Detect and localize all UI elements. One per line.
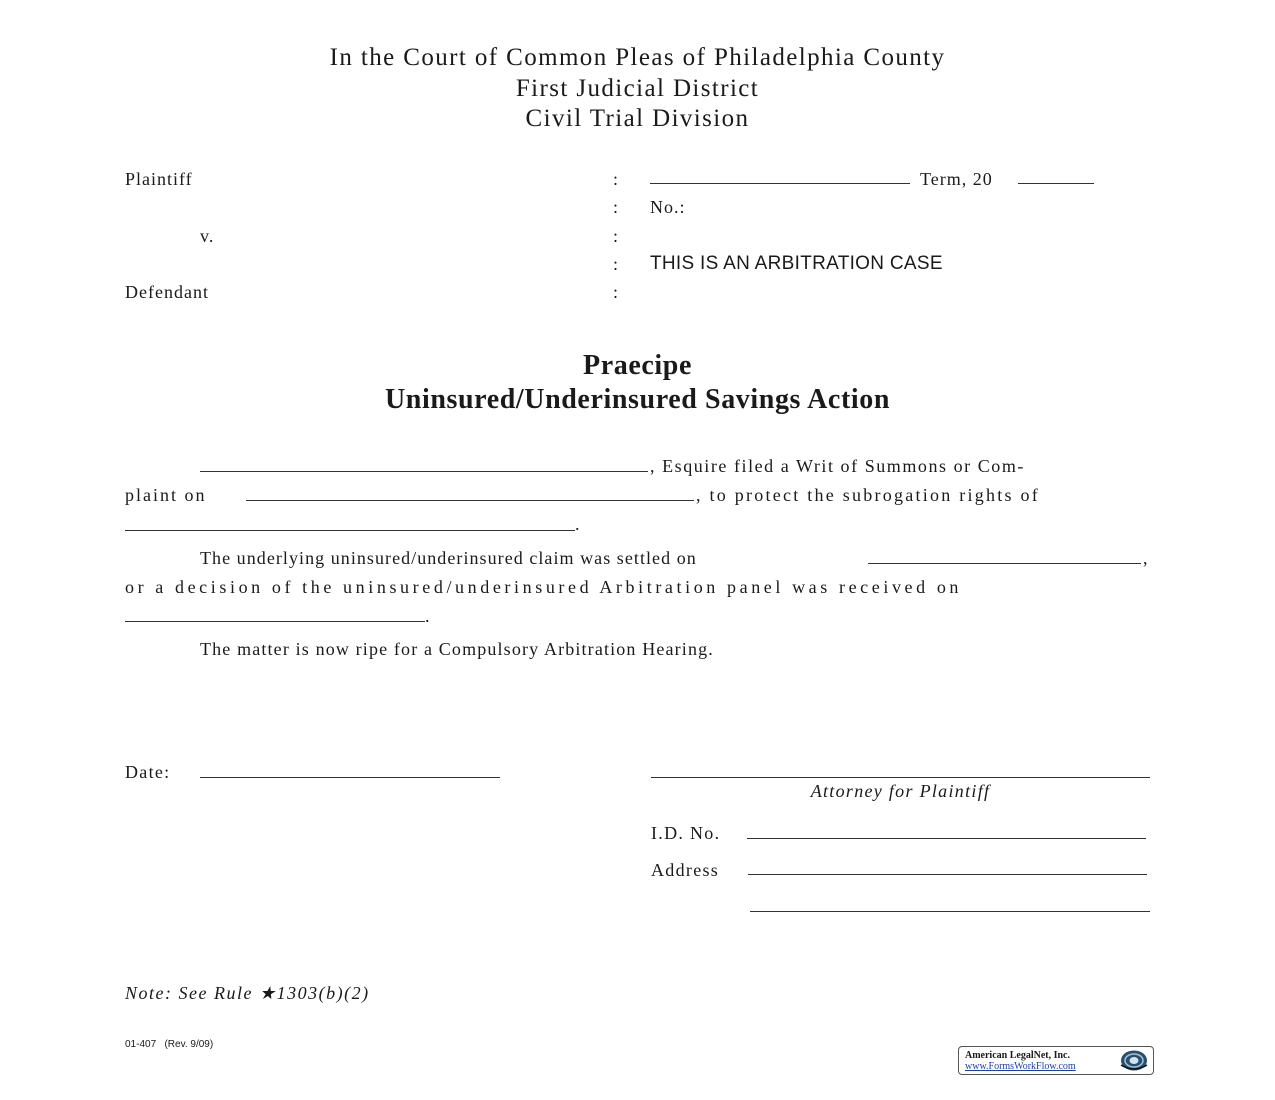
subrogation-party-blank[interactable] xyxy=(125,530,575,531)
globe-icon xyxy=(1116,1049,1150,1077)
address-label: Address xyxy=(651,860,720,880)
court-name: In the Court of Common Pleas of Philadelphia County xyxy=(329,44,946,71)
publisher-url[interactable]: www.FormsWorkFlow.com xyxy=(965,1061,1076,1072)
id-number-label: I.D. No. xyxy=(651,823,721,843)
address-line-1-blank[interactable] xyxy=(748,874,1147,875)
term-blank[interactable] xyxy=(650,183,910,184)
paragraph3-text: The matter is now ripe for a Compulsory Arbitration Hearing. xyxy=(200,639,714,659)
caption-colon: : xyxy=(613,169,619,189)
paragraph1-text-b: plaint on xyxy=(125,485,207,505)
division-name: Civil Trial Division xyxy=(525,105,750,132)
caption-colon: : xyxy=(613,254,619,274)
address-line-2-blank[interactable] xyxy=(750,911,1150,912)
form-number: 01-407 (Rev. 9/09) xyxy=(125,1039,214,1050)
plaintiff-label: Plaintiff xyxy=(125,169,193,189)
esquire-name-blank[interactable] xyxy=(200,471,648,472)
paragraph2-text-b: , xyxy=(1143,548,1149,568)
paragraph1-text-c: , to protect the subrogation rights of xyxy=(696,485,1040,505)
caption-colon: : xyxy=(613,197,619,217)
publisher-logo[interactable] xyxy=(958,1046,1154,1075)
caption-colon: : xyxy=(613,282,619,302)
paragraph2-text-c: or a decision of the uninsured/underinsured Arbitration panel was received on xyxy=(125,577,963,597)
district-name: First Judicial District xyxy=(515,75,760,102)
publisher-name: American LegalNet, Inc. xyxy=(965,1050,1070,1061)
defendant-label: Defendant xyxy=(125,282,209,302)
paragraph1-text-d: . xyxy=(575,514,581,534)
paragraph2-text-a: The underlying uninsured/underinsured claim was settled on xyxy=(200,548,697,568)
versus-label: v. xyxy=(200,226,215,246)
filing-date-blank[interactable] xyxy=(246,500,694,501)
caption-colon: : xyxy=(613,226,619,246)
rule-note: Note: See Rule ★1303(b)(2) xyxy=(125,983,370,1003)
term-label: Term, 20 xyxy=(920,169,993,189)
id-number-blank[interactable] xyxy=(747,838,1146,839)
arbitration-notice: THIS IS AN ARBITRATION CASE xyxy=(650,253,943,274)
date-blank[interactable] xyxy=(200,777,500,778)
document-title: Praecipe xyxy=(583,350,692,381)
attorney-label: Attorney for Plaintiff xyxy=(810,781,991,801)
term-year-blank[interactable] xyxy=(1018,183,1094,184)
paragraph2-text-d: . xyxy=(425,606,431,626)
decision-date-blank[interactable] xyxy=(125,621,425,622)
paragraph1-text-a: , Esquire filed a Writ of Summons or Com- xyxy=(650,456,1025,476)
document-subtitle: Uninsured/Underinsured Savings Action xyxy=(384,384,891,415)
number-label: No.: xyxy=(650,197,686,217)
attorney-signature-blank[interactable] xyxy=(651,777,1150,778)
settlement-date-blank[interactable] xyxy=(868,563,1141,564)
date-label: Date: xyxy=(125,762,171,782)
